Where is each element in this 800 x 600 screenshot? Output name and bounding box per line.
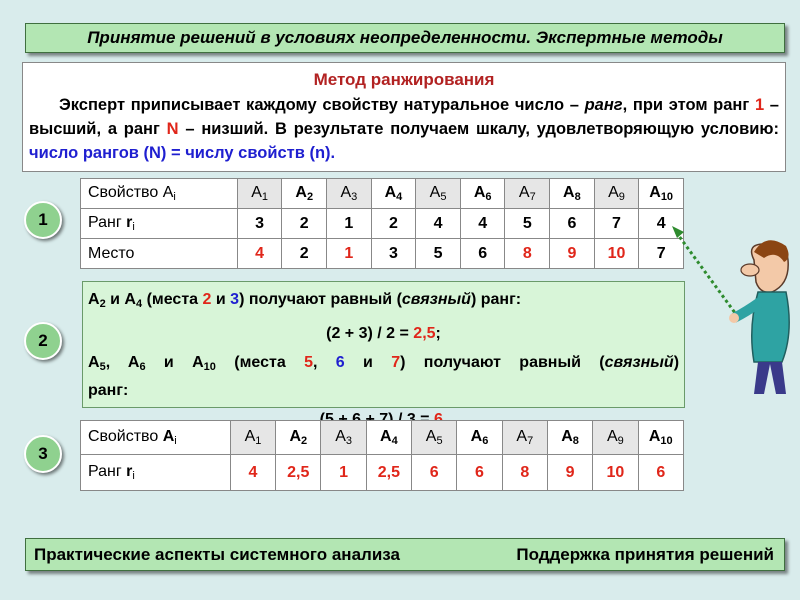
place-cell: 7	[639, 239, 684, 269]
property-cell: $A_3$	[327, 179, 372, 209]
rank-header: Ранг $r_i$	[81, 455, 231, 491]
place-cell: 6	[460, 239, 505, 269]
property-header: Свойство $A_i$	[81, 179, 238, 209]
explanation-line-2-end: ранг:	[88, 382, 129, 399]
rank-cell: 5	[505, 209, 550, 239]
rank-cell: 1	[321, 455, 366, 491]
table-row	[81, 455, 684, 491]
rank-cell: 4	[230, 455, 275, 491]
property-cell: $A_7$	[505, 179, 550, 209]
property-cell: $A_5$	[416, 179, 461, 209]
place-cell: 4	[237, 239, 282, 269]
hand-icon	[729, 313, 739, 323]
property-cell: $A_7$	[502, 421, 547, 455]
table-row	[81, 421, 684, 455]
page-title: Принятие решений в условиях неопределенности. Экспертные методы	[25, 23, 785, 53]
footer-left: Практические аспекты системного анализа	[34, 545, 400, 564]
rank-cell: 10	[593, 455, 638, 491]
rank-cell: 3	[237, 209, 282, 239]
property-cell: $A_4$	[371, 179, 416, 209]
place-cell: 1	[327, 239, 372, 269]
place-cell: 9	[550, 239, 595, 269]
rank-cell: 6	[457, 455, 502, 491]
place-cell: 3	[371, 239, 416, 269]
step-1-badge: 1	[24, 201, 62, 239]
step-2-badge: 2	[24, 322, 62, 360]
property-cell: $A_2$	[276, 421, 321, 455]
rank-cell: 6	[412, 455, 457, 491]
footer-bar	[25, 538, 785, 571]
property-cell: $A_1$	[237, 179, 282, 209]
table-row	[81, 179, 684, 209]
place-cell: 10	[594, 239, 639, 269]
method-description	[22, 62, 786, 172]
property-cell: $A_{10}$	[639, 179, 684, 209]
property-cell: $A_9$	[594, 179, 639, 209]
explanation-line-1: $A_2$ и $A_4$ (места 2 и 3) получают равный (связный) ранг:	[88, 291, 522, 310]
rank-cell: 6	[550, 209, 595, 239]
rank-cell: 2	[282, 209, 327, 239]
property-cell: $A_8$	[547, 421, 592, 455]
ranking-table	[80, 178, 684, 269]
rank-cell: 4	[639, 209, 684, 239]
rank-cell: 4	[416, 209, 461, 239]
pointer-stick	[676, 232, 738, 317]
property-cell: $A_3$	[321, 421, 366, 455]
formula-1: (2 + 3) / 2 = 2,5;	[326, 325, 441, 342]
step-3-badge: 3	[24, 435, 62, 473]
rank-cell: 2,5	[276, 455, 321, 491]
nose-icon	[741, 264, 759, 276]
property-cell: $A_6$	[460, 179, 505, 209]
rank-cell: 1	[327, 209, 372, 239]
property-cell: $A_6$	[457, 421, 502, 455]
rank-cell: 2,5	[366, 455, 411, 491]
property-header: Свойство $A_i$	[81, 421, 231, 455]
legs-icon	[754, 362, 786, 394]
pointer-tip	[672, 226, 684, 238]
condition-text: число рангов (N) = числу свойств (n).	[29, 144, 336, 162]
place-header: Место	[81, 239, 238, 269]
rank-cell: 9	[547, 455, 592, 491]
rank-cell: 6	[638, 455, 683, 491]
rank-header: Ранг $r_i$	[81, 209, 238, 239]
property-cell: $A_{10}$	[638, 421, 683, 455]
table-row	[81, 209, 684, 239]
method-heading: Метод ранжирования	[313, 70, 495, 89]
place-cell: 5	[416, 239, 461, 269]
method-text: Эксперт приписывает каждому свойству натуральное число – ранг, при этом ранг 1 – высший, а ранг N – низший. В результате получаем шкалу, удовлетворяющую условию: число рангов (N) = числу свойств (n).	[29, 96, 779, 162]
place-cell: 2	[282, 239, 327, 269]
rank-cell: 8	[502, 455, 547, 491]
property-cell: $A_4$	[366, 421, 411, 455]
explanation-line-2: $A_5$, $A_6$ и $A_{10}$ (места 5, 6 и 7) получают равный (связный)	[88, 354, 680, 373]
property-cell: $A_8$	[550, 179, 595, 209]
property-cell: $A_9$	[593, 421, 638, 455]
place-cell: 8	[505, 239, 550, 269]
footer-right: Поддержка принятия решений	[516, 545, 774, 564]
pointing-man-illustration	[668, 222, 796, 402]
rank-cell: 7	[594, 209, 639, 239]
property-cell: $A_1$	[230, 421, 275, 455]
property-cell: $A_2$	[282, 179, 327, 209]
rank-cell: 2	[371, 209, 416, 239]
table-row	[81, 239, 684, 269]
tied-ranks-table	[80, 420, 684, 491]
property-cell: $A_5$	[412, 421, 457, 455]
rank-cell: 4	[460, 209, 505, 239]
tied-rank-explanation	[82, 281, 685, 408]
